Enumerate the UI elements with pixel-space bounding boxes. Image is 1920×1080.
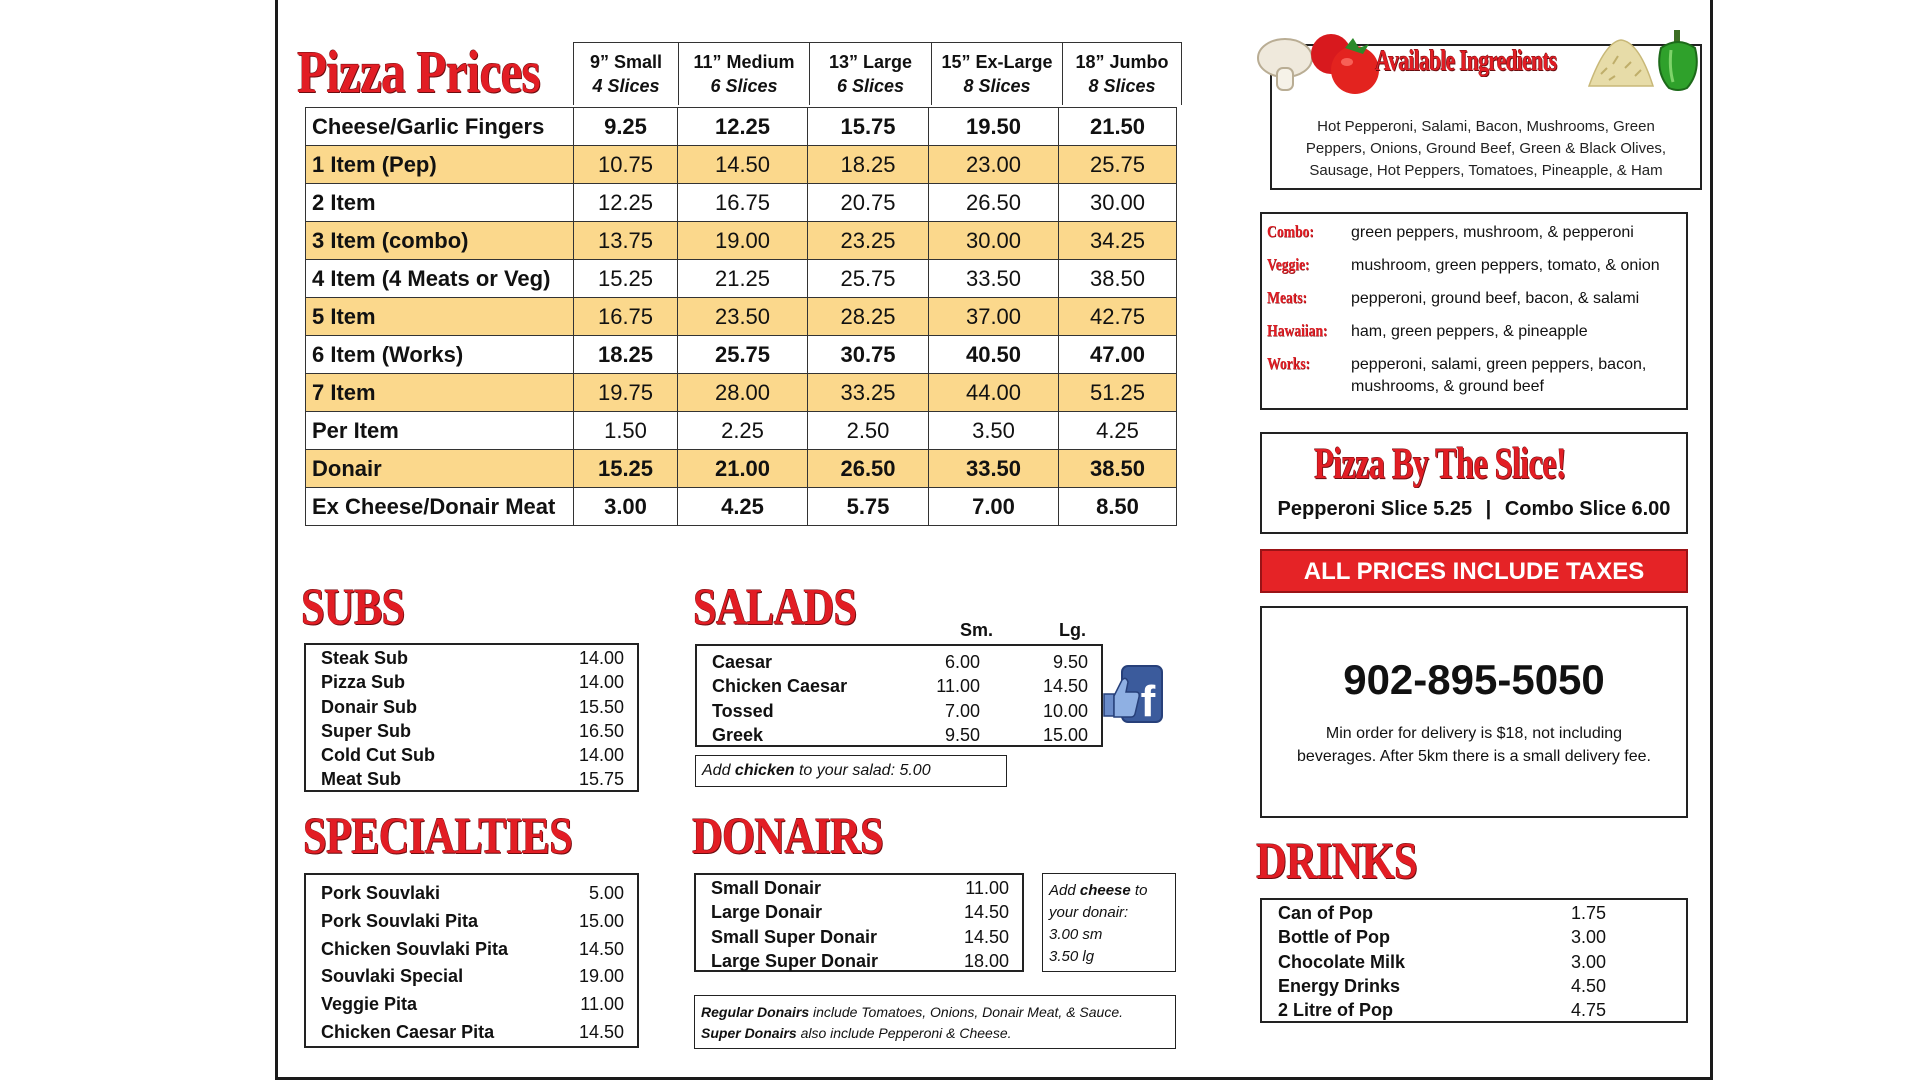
pizza-prices-title: Pizza Prices: [297, 39, 540, 105]
salad-col-lg: Lg.: [1059, 620, 1086, 640]
slice-box: [1260, 432, 1688, 534]
table-row: Donair 15.25 21.00 26.50 33.50 38.50: [306, 450, 1177, 488]
table-row: 6 Item (Works) 18.25 25.75 30.75 40.50 47.00: [306, 336, 1177, 374]
contact-box: [1260, 606, 1688, 818]
slice-prices: [1262, 498, 1686, 521]
size-large: 13” Large 6 Slices: [810, 43, 932, 106]
slice-title: Pizza By The Slice!: [1314, 439, 1567, 488]
specialties-title: SPECIALTIES: [303, 808, 573, 865]
combo-row: Works: pepperoni, salami, green peppers, bacon, mushrooms, & ground beef: [1267, 354, 1647, 395]
list-item: Chicken Caesar Pita 14.50: [321, 1021, 624, 1042]
phone-number[interactable]: 902-895-5050: [1343, 656, 1605, 703]
list-item: 2 Litre of Pop 4.75: [1278, 1000, 1606, 1021]
list-item: Small Donair 11.00: [711, 878, 1009, 898]
size-ex-large: 15” Ex-Large 8 Slices: [932, 43, 1063, 106]
table-row: 7 Item 19.75 28.00 33.25 44.00 51.25: [306, 374, 1177, 412]
list-item: Chicken Souvlaki Pita 14.50: [321, 938, 624, 959]
donair-cheese-note: Add cheese to your donair: 3.00 sm 3.50 lg: [1042, 873, 1176, 972]
svg-text:f: f: [1140, 677, 1156, 724]
combo-row: Hawaiian: ham, green peppers, & pineapple: [1267, 321, 1588, 340]
combo-slice: Combo Slice 6.00: [1504, 498, 1671, 520]
list-item: Large Super Donair 18.00: [711, 950, 1009, 971]
list-item: Pizza Sub 14.00: [321, 672, 624, 693]
list-item: Meat Sub 15.75: [321, 769, 624, 790]
pizza-size-header: [573, 42, 1182, 105]
table-row: Ex Cheese/Donair Meat 3.00 4.25 5.75 7.00 8.50: [306, 488, 1177, 526]
specialties-box: [304, 873, 639, 1048]
salads-title: SALADS: [693, 579, 857, 636]
donairs-title: DONAIRS: [692, 808, 883, 865]
delivery-note: Min order for delivery is $18, not including beverages. After 5km there is a small delivery fee.: [1297, 725, 1651, 765]
list-item: Chicken Caesar 11.00 14.50: [712, 676, 1088, 697]
list-item: Pork Souvlaki Pita 15.00: [321, 910, 624, 931]
combo-row: Combo: green peppers, mushroom, & pepperoni: [1267, 222, 1634, 241]
donairs-box: [694, 873, 1024, 972]
salad-chicken-note: Add chicken to your salad: 5.00: [695, 755, 1007, 787]
list-item: Energy Drinks 4.50: [1278, 975, 1606, 996]
table-row: 3 Item (combo) 13.75 19.00 23.25 30.00 34.25: [306, 222, 1177, 260]
drinks-box: [1260, 898, 1688, 1023]
table-row: Cheese/Garlic Fingers 9.25 12.25 15.75 19.50 21.50: [306, 108, 1177, 146]
list-item: Cold Cut Sub 14.00: [321, 745, 624, 766]
list-item: Veggie Pita 11.00: [321, 994, 624, 1015]
donair-description: Regular Donairs include Tomatoes, Onions, Donair Meat, & Sauce. Super Donairs also include Pepperoni & Cheese.: [694, 995, 1176, 1049]
list-item: Chocolate Milk 3.00: [1278, 951, 1606, 972]
table-row: 1 Item (Pep) 10.75 14.50 18.25 23.00 25.75: [306, 146, 1177, 184]
pepperoni-slice: Pepperoni Slice 5.25: [1277, 498, 1473, 520]
facebook-like-icon[interactable]: [1102, 664, 1164, 724]
ingredients-title: Available Ingredients: [1375, 44, 1557, 77]
pizza-price-table: [305, 107, 1177, 526]
list-item: Greek 9.50 15.00: [712, 724, 1088, 745]
combo-row: Meats: pepperoni, ground beef, bacon, & salami: [1267, 288, 1640, 307]
combos-box: [1260, 212, 1688, 410]
list-item: Small Super Donair 14.50: [711, 926, 1009, 947]
list-item: Caesar 6.00 9.50: [712, 652, 1088, 672]
list-item: Donair Sub 15.50: [321, 696, 624, 717]
list-item: Bottle of Pop 3.00: [1278, 927, 1606, 948]
drinks-title: DRINKS: [1256, 833, 1417, 890]
shredded-cheese-icon: [1585, 34, 1657, 90]
table-row: 4 Item (4 Meats or Veg) 15.25 21.25 25.75 33.50 38.50: [306, 260, 1177, 298]
table-row: 2 Item 12.25 16.75 20.75 26.50 30.00: [306, 184, 1177, 222]
salads-box: [695, 644, 1103, 747]
list-item: Souvlaki Special 19.00: [321, 966, 624, 987]
size-jumbo: 18” Jumbo 8 Slices: [1063, 43, 1182, 106]
list-item: Pork Souvlaki 5.00: [321, 883, 624, 903]
size-small: 9” Small 4 Slices: [574, 43, 679, 106]
salad-col-sm: Sm.: [960, 620, 994, 640]
list-item: Large Donair 14.50: [711, 902, 1009, 923]
subs-title: SUBS: [301, 579, 405, 636]
green-pepper-icon: [1655, 28, 1701, 92]
list-item: Steak Sub 14.00: [321, 648, 624, 668]
combo-row: Veggie: mushroom, green peppers, tomato, & onion: [1267, 255, 1660, 274]
subs-box: [304, 643, 639, 792]
table-row: Per Item 1.50 2.25 2.50 3.50 4.25: [306, 412, 1177, 450]
ingredients-text: Hot Pepperoni, Salami, Bacon, Mushrooms, Green Peppers, Onions, Ground Beef, Green & Black Olives, Sausage, Hot Peppers, Tomatoes, Pineapple, & Ham: [1305, 118, 1667, 179]
list-item: Super Sub 16.50: [321, 720, 624, 741]
slice-separator: |: [1485, 498, 1492, 520]
list-item: Can of Pop 1.75: [1278, 903, 1606, 923]
list-item: Tossed 7.00 10.00: [712, 700, 1088, 721]
size-medium: 11” Medium 6 Slices: [679, 43, 810, 106]
taxes-banner: ALL PRICES INCLUDE TAXES: [1260, 549, 1688, 593]
table-row: 5 Item 16.75 23.50 28.25 37.00 42.75: [306, 298, 1177, 336]
